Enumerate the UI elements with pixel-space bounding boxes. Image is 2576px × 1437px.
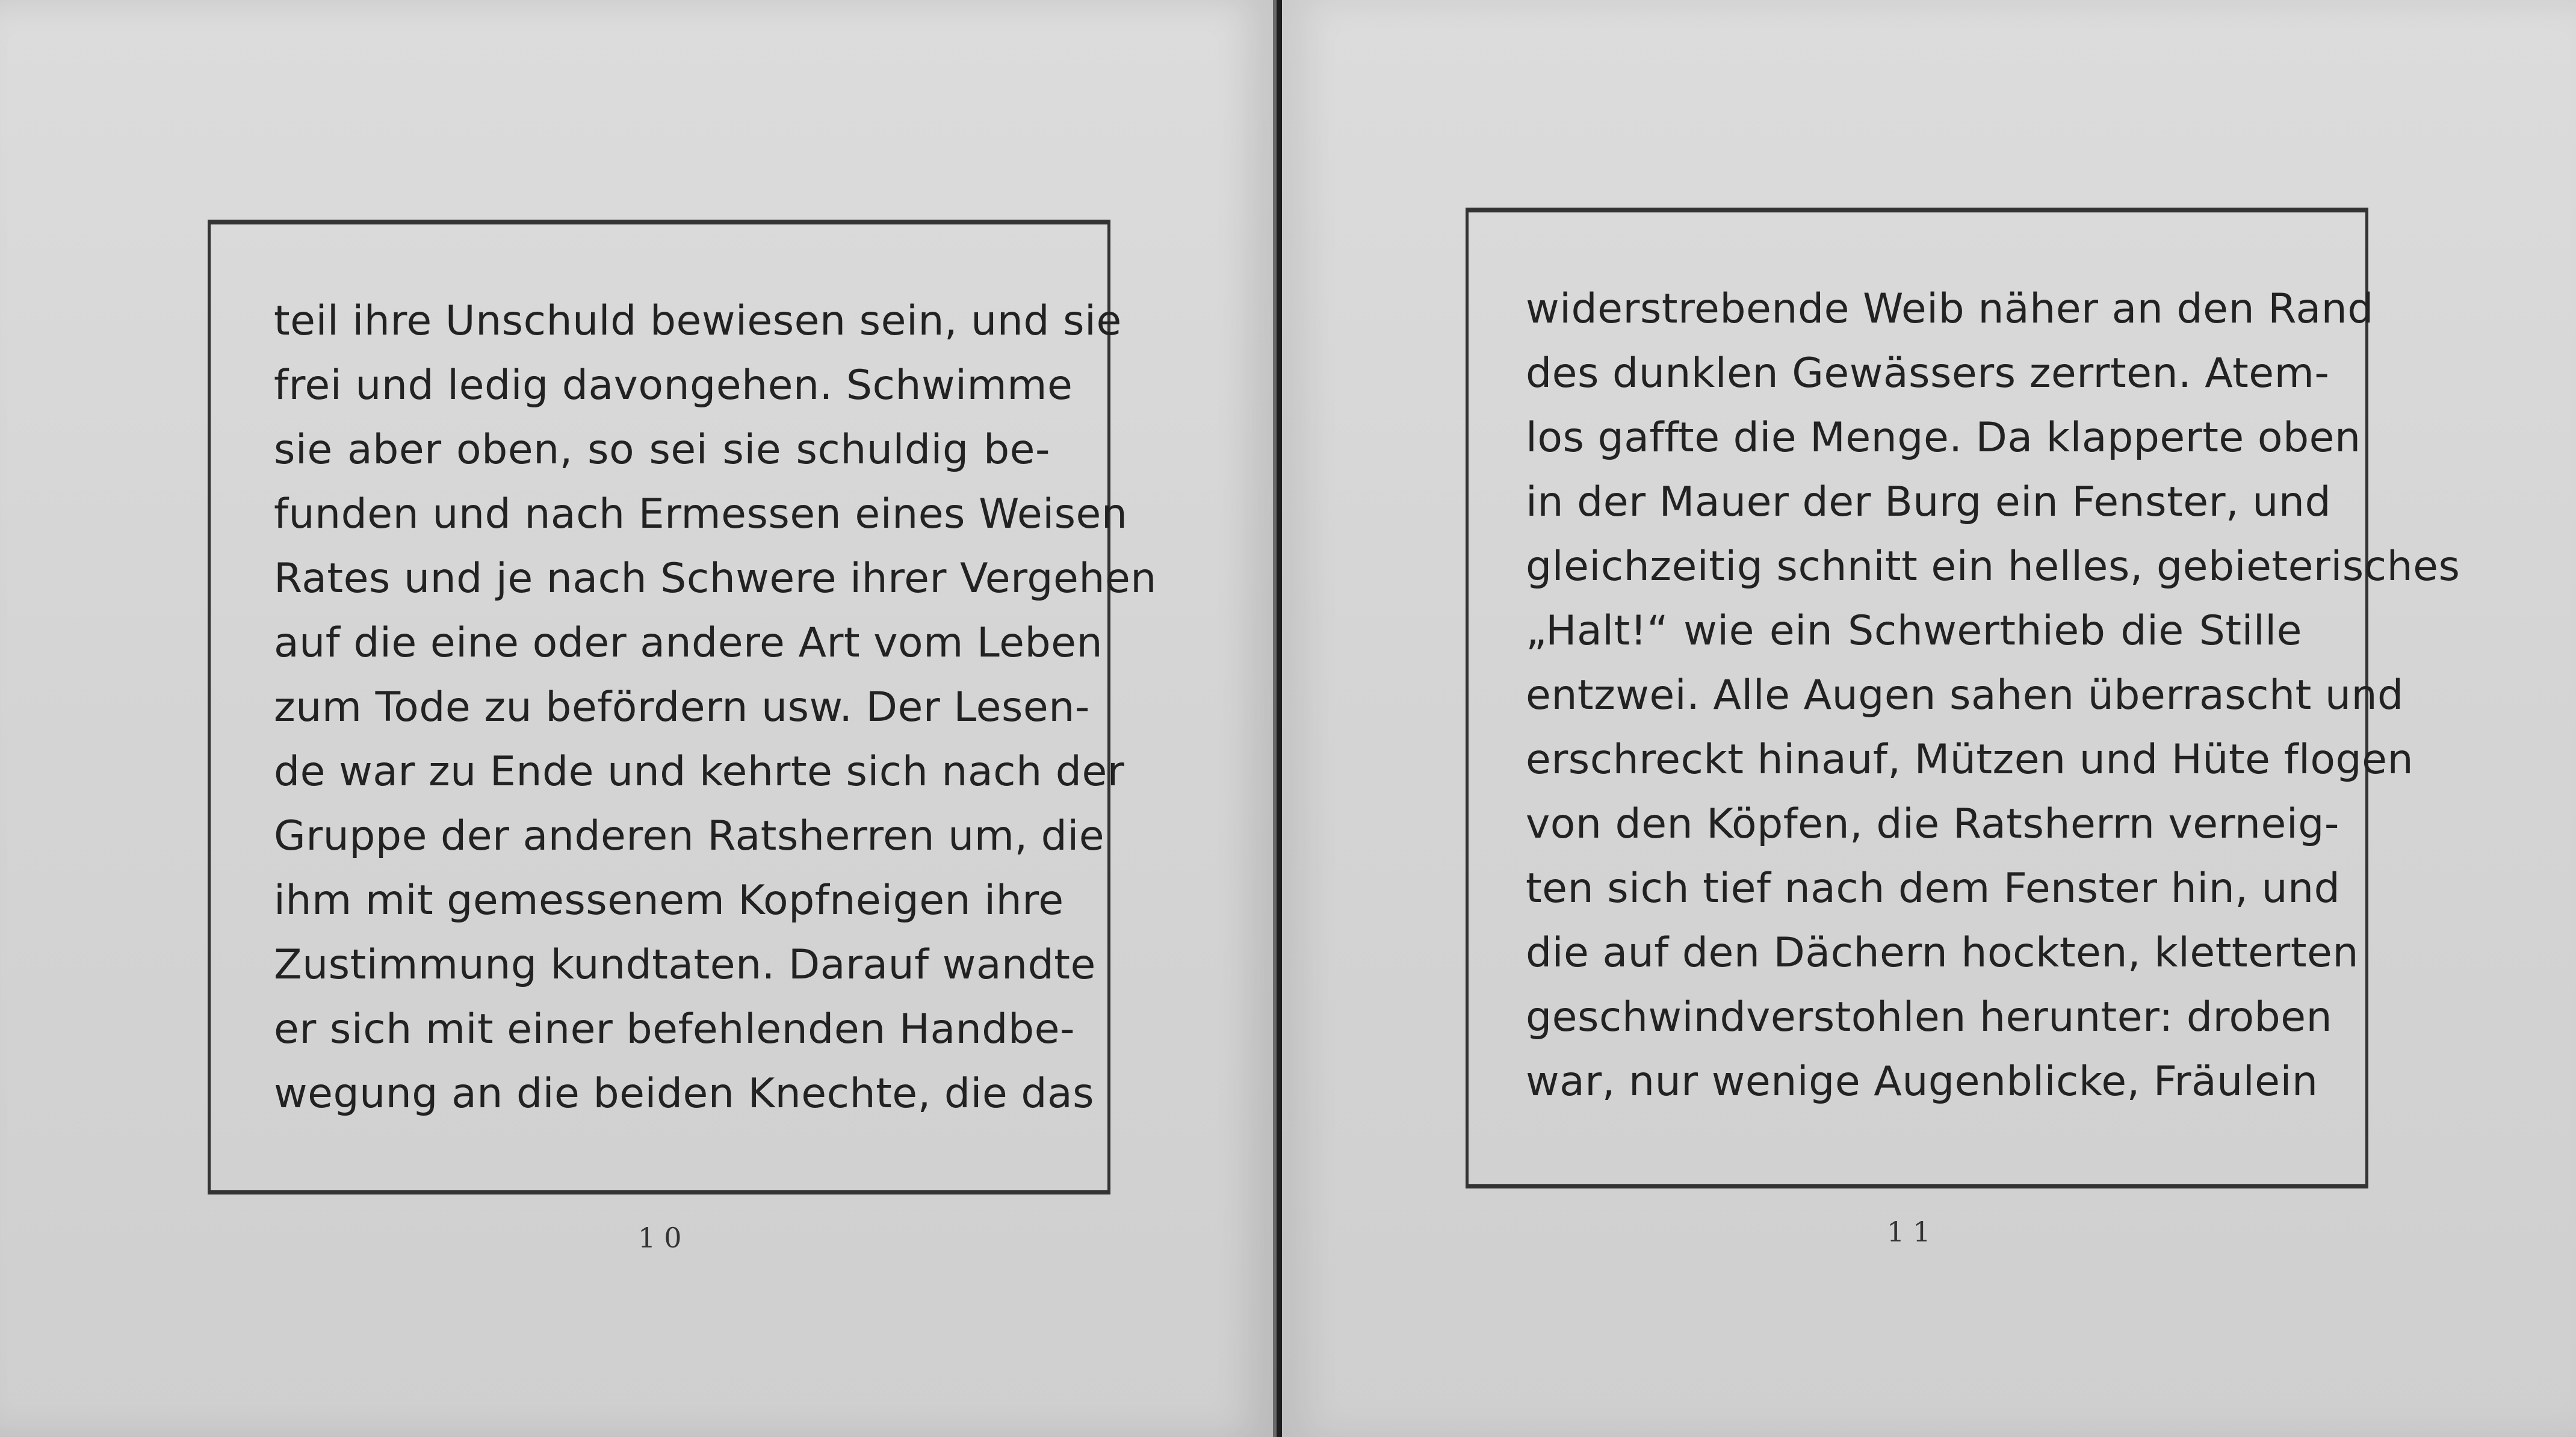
page-number-left: 10 <box>638 1222 690 1254</box>
text-line: gleichzeitig schnitt ein helles, gebieterisches <box>1526 543 2460 590</box>
text-line: erschreckt hinauf, Mützen und Hüte flogen <box>1526 736 2414 783</box>
text-line: wegung an die beiden Knechte, die das <box>274 1070 1095 1117</box>
text-line: Zustimmung kundtaten. Darauf wandte <box>274 941 1096 989</box>
text-line: frei und ledig davongehen. Schwimme <box>274 362 1073 409</box>
text-line: die auf den Dächern hockten, kletterten <box>1526 929 2359 977</box>
text-line: in der Mauer der Burg ein Fenster, und <box>1526 478 2332 526</box>
text-line: von den Köpfen, die Ratsherrn verneig- <box>1526 800 2339 848</box>
text-line: widerstrebende Weib näher an den Rand <box>1526 285 2374 333</box>
text-line: los gaffte die Menge. Da klapperte oben <box>1526 414 2361 462</box>
text-line: funden und nach Ermessen eines Weisen <box>274 490 1128 538</box>
text-line: auf die eine oder andere Art vom Leben <box>274 619 1103 667</box>
text-line: Gruppe der anderen Ratsherren um, die <box>274 812 1105 860</box>
text-line: geschwindverstohlen herunter: droben <box>1526 994 2333 1041</box>
text-line: war, nur wenige Augenblicke, Fräulein <box>1526 1058 2318 1105</box>
text-line: sie aber oben, so sei sie schuldig be- <box>274 426 1050 474</box>
text-line: ten sich tief nach dem Fenster hin, und <box>1526 865 2341 912</box>
text-line: zum Tode zu befördern usw. Der Lesen- <box>274 684 1090 731</box>
text-line: teil ihre Unschuld bewiesen sein, und sie <box>274 297 1122 345</box>
text-line: de war zu Ende und kehrte sich nach der <box>274 748 1125 796</box>
text-line: ihm mit gemessenem Kopfneigen ihre <box>274 877 1064 924</box>
right-page-text <box>1526 277 2460 1114</box>
text-line: des dunklen Gewässers zerrten. Atem- <box>1526 350 2330 397</box>
left-page-text <box>274 289 1157 1126</box>
text-line: er sich mit einer befehlenden Handbe- <box>274 1006 1075 1053</box>
page-number-right: 11 <box>1887 1216 1939 1248</box>
text-line: Rates und je nach Schwere ihrer Vergehen <box>274 555 1157 602</box>
text-line: „Halt!“ wie ein Schwerthieb die Stille <box>1526 607 2302 655</box>
text-line: entzwei. Alle Augen sahen überrascht und <box>1526 672 2404 719</box>
